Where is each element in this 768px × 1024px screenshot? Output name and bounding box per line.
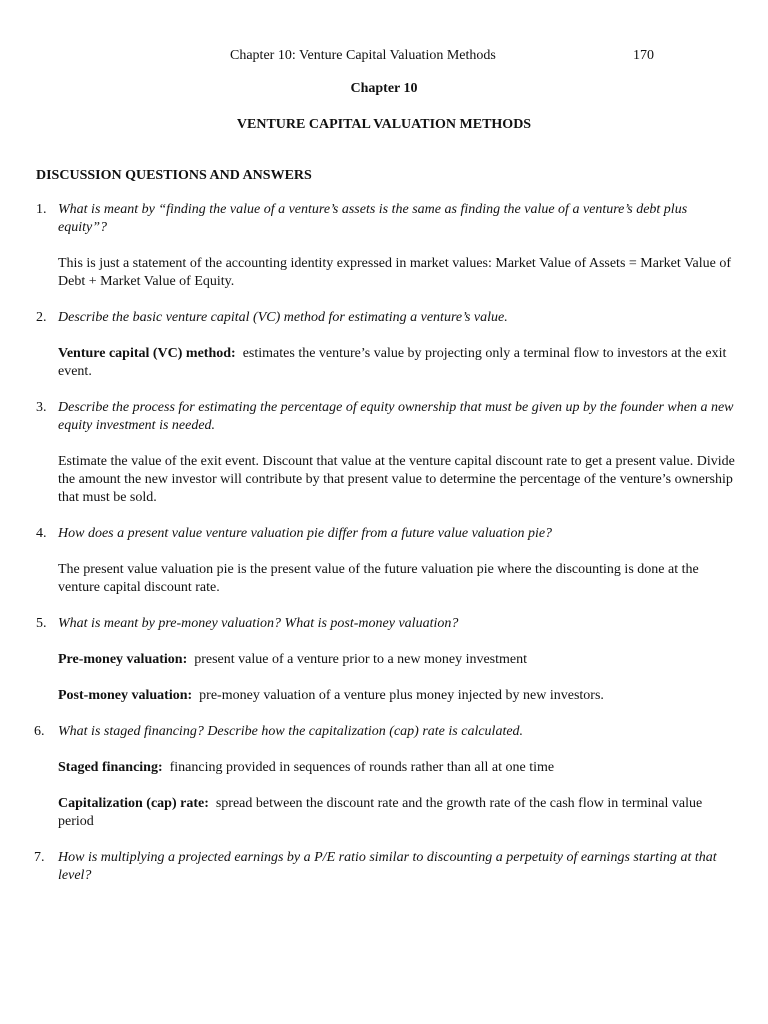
question-6: [36, 723, 736, 741]
question-2: [36, 309, 736, 327]
question-text: What is staged financing? Describe how the capitalization (cap) rate is calculated.: [58, 724, 524, 739]
page-number: 170: [633, 48, 654, 63]
answer-4: The present value valuation pie is the present value of the future valuation pie where the discounting is done at the venture capital discount rate.: [58, 562, 699, 595]
definition-term: Staged financing:: [58, 760, 163, 775]
chapter-label: Chapter 10: [350, 81, 418, 96]
question-number: 6.: [34, 724, 45, 739]
answer-1: This is just a statement of the accounting identity expressed in market values: Market Value of Assets = Market Value of Debt + Market Value of Equity.: [58, 256, 731, 289]
definition-text: pre-money valuation of a venture plus money injected by new investors.: [199, 688, 604, 703]
question-text: What is meant by pre-money valuation? What is post-money valuation?: [58, 616, 459, 631]
running-header-title: Chapter 10: Venture Capital Valuation Methods: [230, 48, 496, 63]
answer-6a: [58, 759, 736, 777]
answer-6b: [58, 795, 736, 831]
question-text: Describe the basic venture capital (VC) method for estimating a venture’s value.: [58, 310, 508, 325]
answer-2: [58, 345, 736, 381]
question-number: 7.: [34, 850, 45, 865]
definition-term: Post-money valuation:: [58, 688, 193, 703]
question-text: What is meant by “finding the value of a venture’s assets is the same as finding the value of a venture’s debt plus equity”?: [58, 202, 688, 235]
question-text: Describe the process for estimating the percentage of equity ownership that must be given up by the founder when a new equity investment is needed.: [58, 400, 734, 433]
discussion-content: [36, 167, 736, 903]
question-number: 2.: [36, 310, 47, 325]
answer-5a: [58, 651, 736, 669]
question-number: 3.: [36, 400, 47, 415]
definition-text: spread between the discount rate and the growth rate of the cash flow in terminal value period: [58, 796, 703, 829]
question-1: [36, 201, 736, 237]
definition-text: financing provided in sequences of rounds rather than all at one time: [169, 760, 555, 775]
question-number: 5.: [36, 616, 47, 631]
definition-term: Venture capital (VC) method:: [58, 346, 236, 361]
question-text: How is multiplying a projected earnings by a P/E ratio similar to discounting a perpetuity of earnings starting at that level?: [58, 850, 717, 883]
question-number: 1.: [36, 202, 47, 217]
question-5: [36, 615, 736, 633]
section-heading: DISCUSSION QUESTIONS AND ANSWERS: [36, 168, 312, 183]
definition-term: Pre-money valuation:: [58, 652, 188, 667]
question-7: [36, 849, 736, 885]
answer-3: Estimate the value of the exit event. Discount that value at the venture capital discount rate to get a present value. Divide the amount the new investor will contribute by that present value to determine the percentage of the venture’s ownership that must be sold.: [58, 454, 735, 505]
question-3: [36, 399, 736, 435]
question-text: How does a present value venture valuation pie differ from a future value valuation pie?: [58, 526, 553, 541]
question-number: 4.: [36, 526, 47, 541]
question-4: [36, 525, 736, 543]
running-header: [0, 47, 768, 65]
definition-text: estimates the venture’s value by projecting only a terminal flow to investors at the exit event.: [58, 346, 727, 379]
chapter-title: VENTURE CAPITAL VALUATION METHODS: [236, 117, 532, 132]
answer-5b: [58, 687, 736, 705]
definition-text: present value of a venture prior to a new money investment: [194, 652, 528, 667]
definition-term: Capitalization (cap) rate:: [58, 796, 209, 811]
